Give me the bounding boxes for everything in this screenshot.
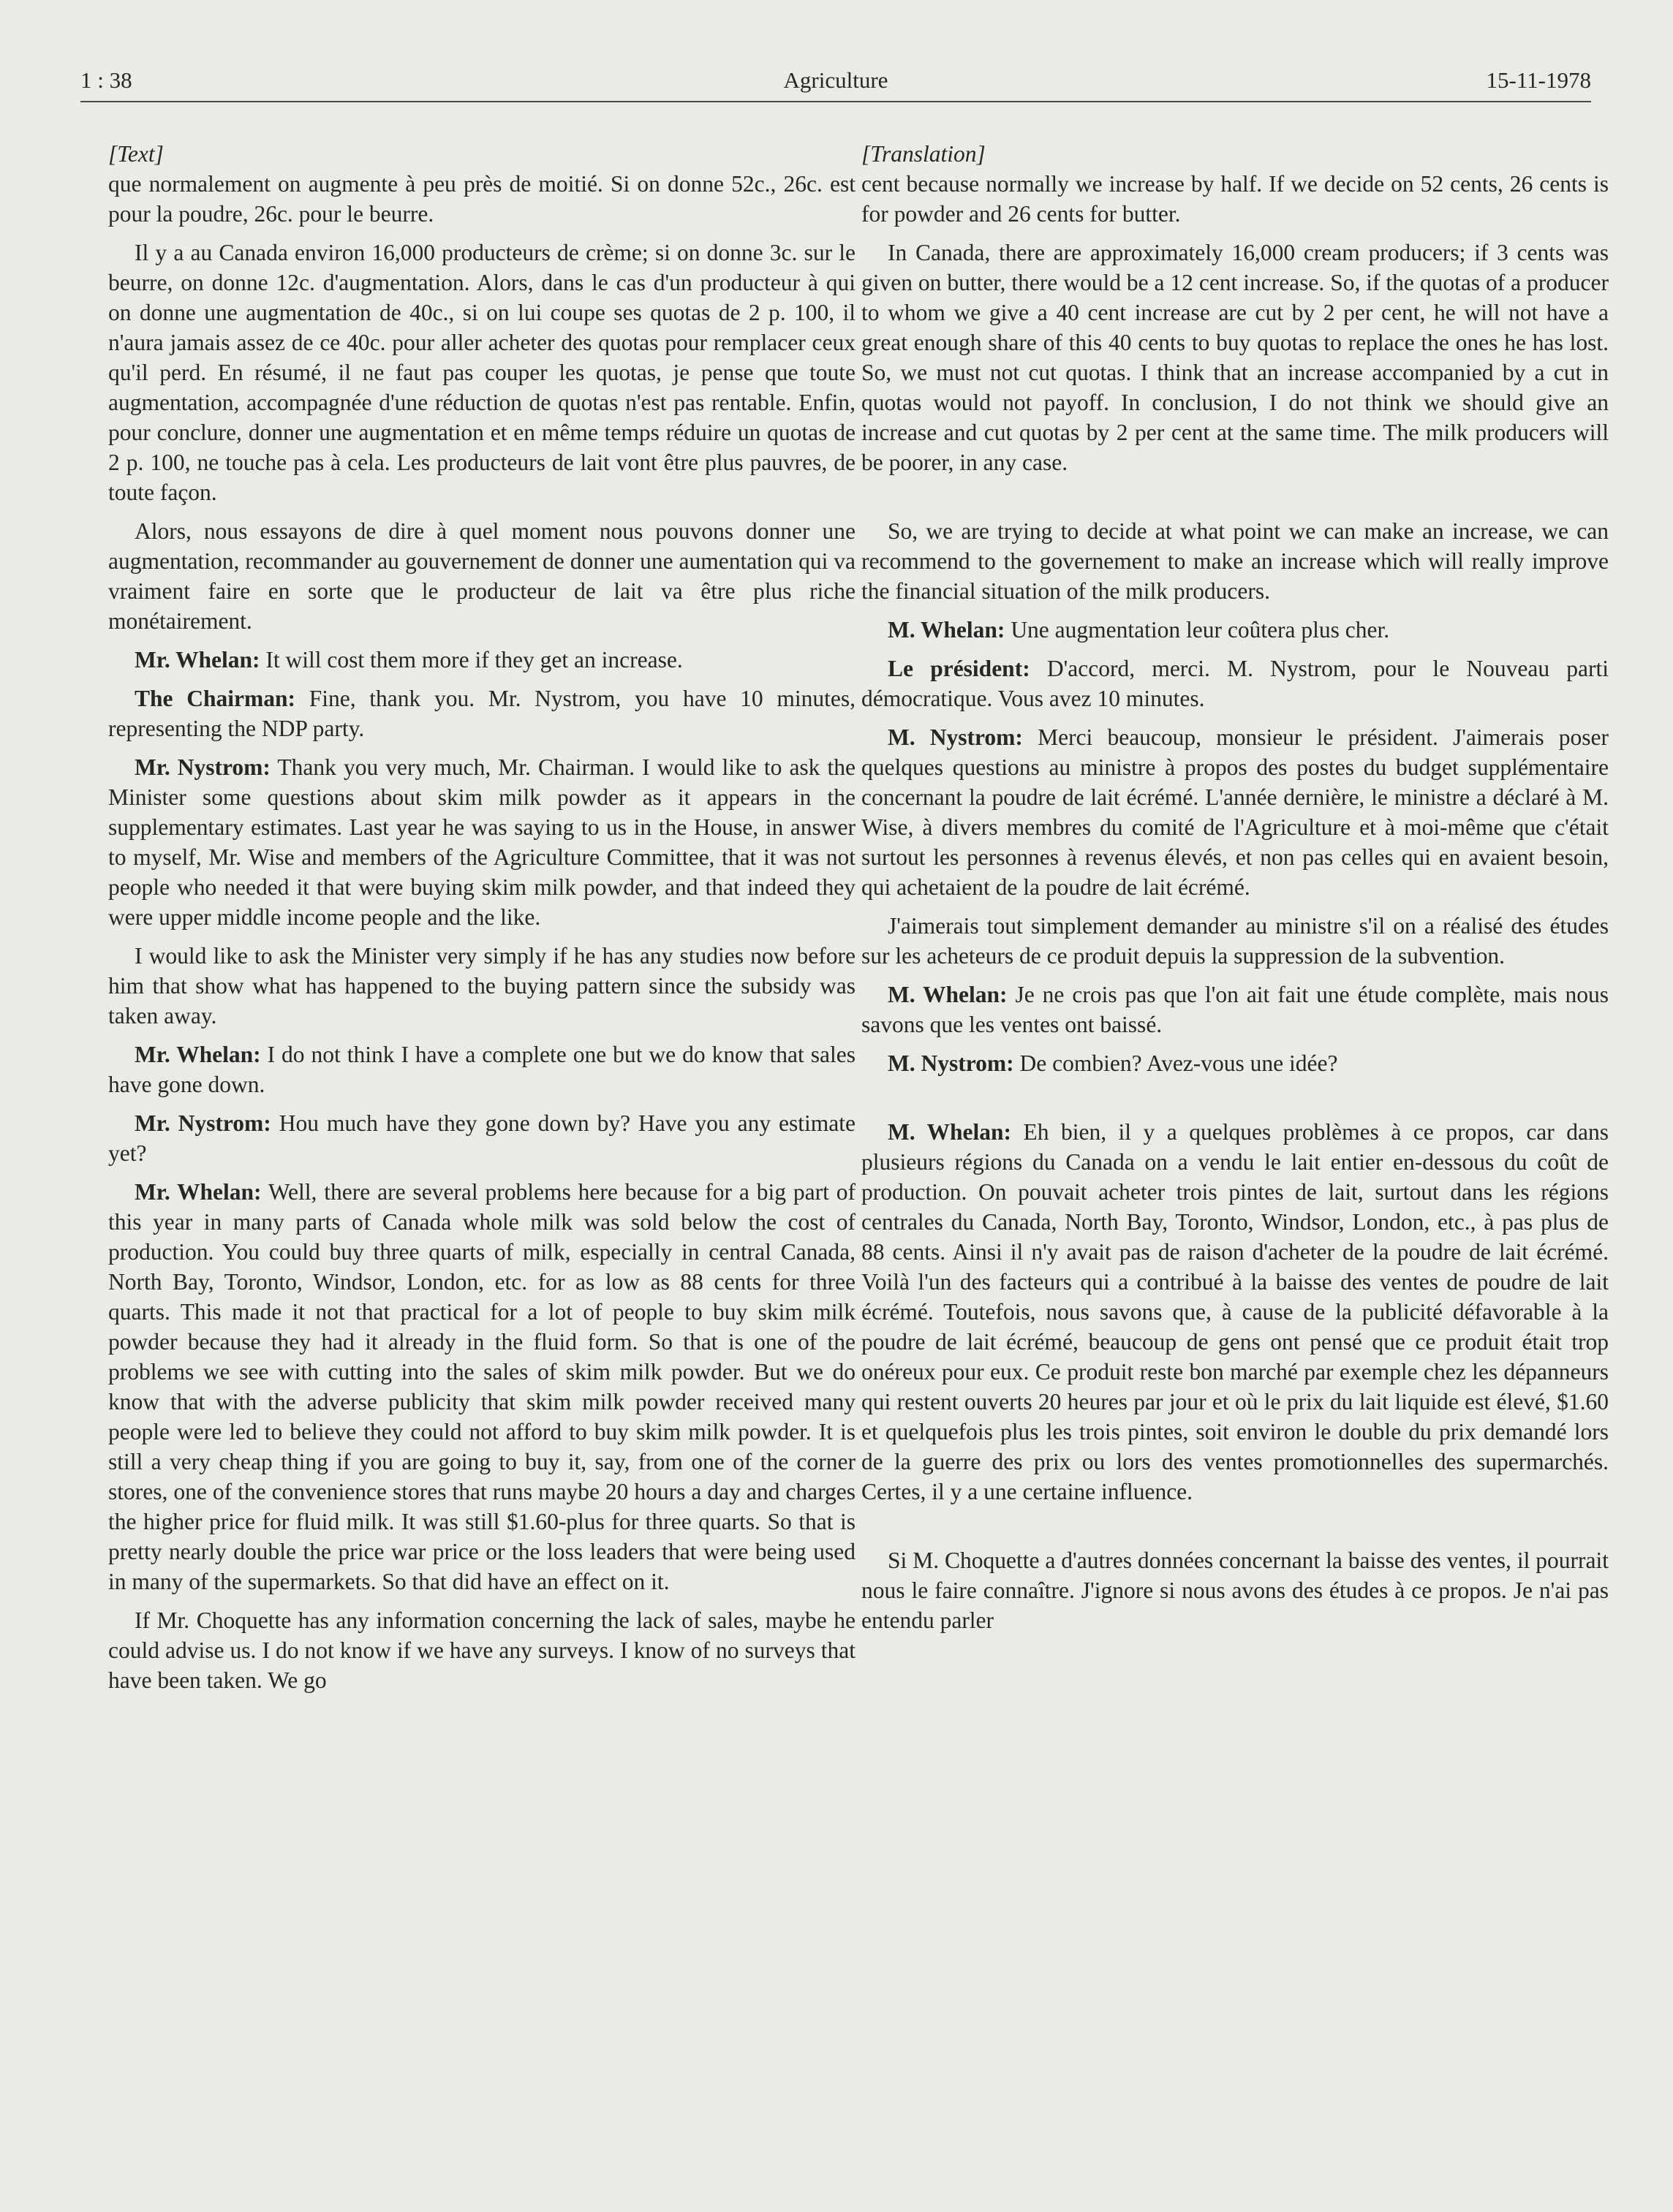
speaker-name: M. Nystrom: — [888, 1050, 1014, 1076]
speech-paragraph — [861, 722, 1609, 902]
speech-paragraph — [861, 1117, 1609, 1507]
speech-text: It will cost them more if they get an increase. — [260, 647, 683, 673]
column-label: [Translation] — [861, 141, 986, 167]
running-title: Agriculture — [783, 67, 888, 93]
page-number: 1 : 38 — [80, 67, 132, 93]
speech-text: Une augmentation leur coûtera plus cher. — [1005, 617, 1390, 643]
right-column-french — [861, 139, 1609, 1635]
paragraph: I would like to ask the Minister very simply if he has any studies now before him that show what has happened to the buying pattern since the subsidy was taken away. — [108, 943, 856, 1029]
paragraph: If Mr. Choquette has any information concerning the lack of sales, maybe he could advise us. I do not know if we have any surveys. I know of no surveys that have been taken. We go — [108, 1607, 856, 1693]
speech-text: Thank you very much, Mr. Chairman. I would like to ask the Minister some questions about skim milk powder as it appears in the supplementary estimates. Last year he was saying to us in the House, in answer to myself, Mr. Wise and members of the Agriculture Committee, that it was not people who needed it that were buying skim milk powder, and that indeed they were upper middle income people and the like. — [108, 754, 856, 930]
speaker-name: M. Whelan: — [888, 617, 1005, 643]
paragraph: Si M. Choquette a d'autres données concernant la baisse des ventes, il pourrait nous le faire connaître. J'ignore si nous avons des études à ce propos. Je n'ai pas entendu parler — [861, 1548, 1609, 1633]
paragraph: Il y a au Canada environ 16,000 producteurs de crème; si on donne 3c. sur le beurre, on donne 12c. d'augmentation. Alors, dans le cas d'un producteur à qui on donne une augmentation de 40c., si on lui coupe ses quotas de 2 p. 100, il n'aura jamais assez de ce 40c. pour aller acheter des quotas pour remplacer ceux qu'il perd. En résumé, il ne faut pas couper les quotas, je pense que toute augmentation, accompagnée d'une réduction de quotas n'est pas rentable. Enfin, pour conclure, donner une augmentation et en même temps réduire un quotas de 2 p. 100, ne touche pas à cela. Les producteurs de lait vont être plus pauvres, de toute façon. — [108, 240, 856, 505]
speech-paragraph — [108, 683, 856, 743]
page-header — [80, 67, 1591, 102]
speech-text: Je ne crois pas que l'on ait fait une étude complète, mais nous savons que les ventes ont baissé. — [861, 982, 1609, 1037]
speech-text: Merci beaucoup, monsieur le président. J'aimerais poser quelques questions au ministre à propos des postes du budget supplémentaire concernant la poudre de lait écrémé. L'année dernière, le ministre a déclaré à M. Wise, à divers membres du comité de l'Agriculture et à moi-même que c'était surtout les personnes à revenus élevés, et non pas celles qui en avaient besoin, qui achetaient de la poudre de lait écrémé. — [861, 724, 1609, 900]
speech-text: D'accord, merci. M. Nystrom, pour le Nouveau parti démocratique. Vous avez 10 minutes. — [861, 656, 1609, 711]
speech-text: Well, there are several problems here because for a big part of this year in many parts of Canada whole milk was sold below the cost of production. You could buy three quarts of milk, especially in central Canada, North Bay, Toronto, Windsor, London, etc. for as low as 88 cents for three quarts. This made it not that practical for a lot of people to buy skim milk powder because they had it already in the fluid form. So that is one of the problems we see with cutting into the sales of skim milk powder. But we do know that with the adverse publicity that skim milk powder received many people were led to believe they could not afford to buy skim milk powder. It is still a very cheap thing if you are going to buy it, say, from one of the corner stores, one of the convenience stores that runs maybe 20 hours a day and charges the higher price for fluid milk. It was still $1.60-plus for three quarts. So that is pretty nearly double the price war price or the loss leaders that were being used in many of the supermarkets. So that did have an effect on it. — [108, 1179, 856, 1594]
speech-paragraph — [861, 615, 1609, 645]
speaker-name: Mr. Nystrom: — [135, 1110, 271, 1136]
speaker-name: Mr. Whelan: — [135, 1179, 262, 1205]
speaker-name: M. Whelan: — [888, 1119, 1012, 1145]
speech-text: De combien? Avez-vous une idée? — [1013, 1050, 1338, 1076]
speech-text: Eh bien, il y a quelques problèmes à ce propos, car dans plusieurs régions du Canada on a vendu le lait entier en-dessous du coût de production. On pouvait acheter trois pintes de lait, surtout dans les régions centrales du Canada, North Bay, Toronto, Windsor, London, etc., à pas plus de 88 cents. Ainsi il n'y avait pas de raison d'acheter de la poudre de lait écrémé. Voilà l'un des facteurs qui a contribué à la baisse des ventes de poudre de lait écrémé. Toutefois, nous savons que, à cause de la publicité défavorable à la poudre de lait écrémé, beaucoup de gens ont pensé que ce produit était trop onéreux pour eux. Ce produit reste bon marché par exemple chez les dépanneurs qui restent ouverts 20 heures par jour et où le prix du lait liquide est élevé, $1.60 et quelquefois plus les trois pintes, soit environ le double du prix demandé lors de la guerre des prix ou lors des ventes promotionnelles des supermarchés. Certes, il y a une certaine influence. — [861, 1119, 1609, 1504]
paragraph: So, we are trying to decide at what point we can make an increase, we can recommend to the governement to make an increase which will really improve the financial situation of the milk producers. — [861, 518, 1609, 604]
speaker-name: Le président: — [888, 656, 1030, 681]
speaker-name: The Chairman: — [135, 686, 295, 711]
page-date: 15-11-1978 — [1486, 67, 1591, 93]
speech-paragraph — [108, 1177, 856, 1596]
speech-paragraph — [108, 1039, 856, 1099]
speech-text: Fine, thank you. Mr. Nystrom, you have 10 minutes, representing the NDP party. — [108, 686, 856, 741]
speech-paragraph — [108, 752, 856, 932]
column-label: [Text] — [108, 141, 164, 167]
paragraph: J'aimerais tout simplement demander au ministre s'il on a réalisé des études sur les acheteurs de ce produit depuis la suppression de la subvention. — [861, 913, 1609, 969]
speaker-name: Mr. Whelan: — [135, 647, 260, 673]
speech-paragraph — [108, 645, 856, 675]
paragraph: Alors, nous essayons de dire à quel moment nous pouvons donner une augmentation, recommander au gouvernement de donner une aumentation qui va vraiment faire en sorte que le producteur de lait va être plus riche monétairement. — [108, 518, 856, 634]
speaker-name: Mr. Whelan: — [135, 1042, 261, 1067]
left-column-english — [108, 139, 856, 1695]
paragraph: In Canada, there are approximately 16,000 cream producers; if 3 cents was given on butter, there would be a 12 cent increase. So, if the quotas of a producer to whom we give a 40 cent increase are cut by 2 per cent, he will not have a great enough share of this 40 cents to buy quotas to replace the ones he has lost. So, we must not cut quotas. I think that an increase accompanied by a cut in quotas would not payoff. In conclusion, I do not think we should give an increase and cut quotas by 2 per cent at the same time. The milk producers will be poorer, in any case. — [861, 240, 1609, 475]
speech-text: I do not think I have a complete one but we do know that sales have gone down. — [108, 1042, 856, 1097]
speech-paragraph — [861, 654, 1609, 713]
speaker-name: Mr. Nystrom: — [135, 754, 271, 780]
speech-paragraph — [861, 980, 1609, 1039]
speaker-name: M. Nystrom: — [888, 724, 1023, 750]
speech-paragraph — [861, 1048, 1609, 1078]
speaker-name: M. Whelan: — [888, 982, 1008, 1007]
speech-text: Hou much have they gone down by? Have you any estimate yet? — [108, 1110, 856, 1166]
paragraph: cent because normally we increase by half. If we decide on 52 cents, 26 cents is for powder and 26 cents for butter. — [861, 171, 1609, 227]
paragraph: que normalement on augmente à peu près de moitié. Si on donne 52c., 26c. est pour la poudre, 26c. pour le beurre. — [108, 171, 856, 227]
speech-paragraph — [108, 1108, 856, 1168]
